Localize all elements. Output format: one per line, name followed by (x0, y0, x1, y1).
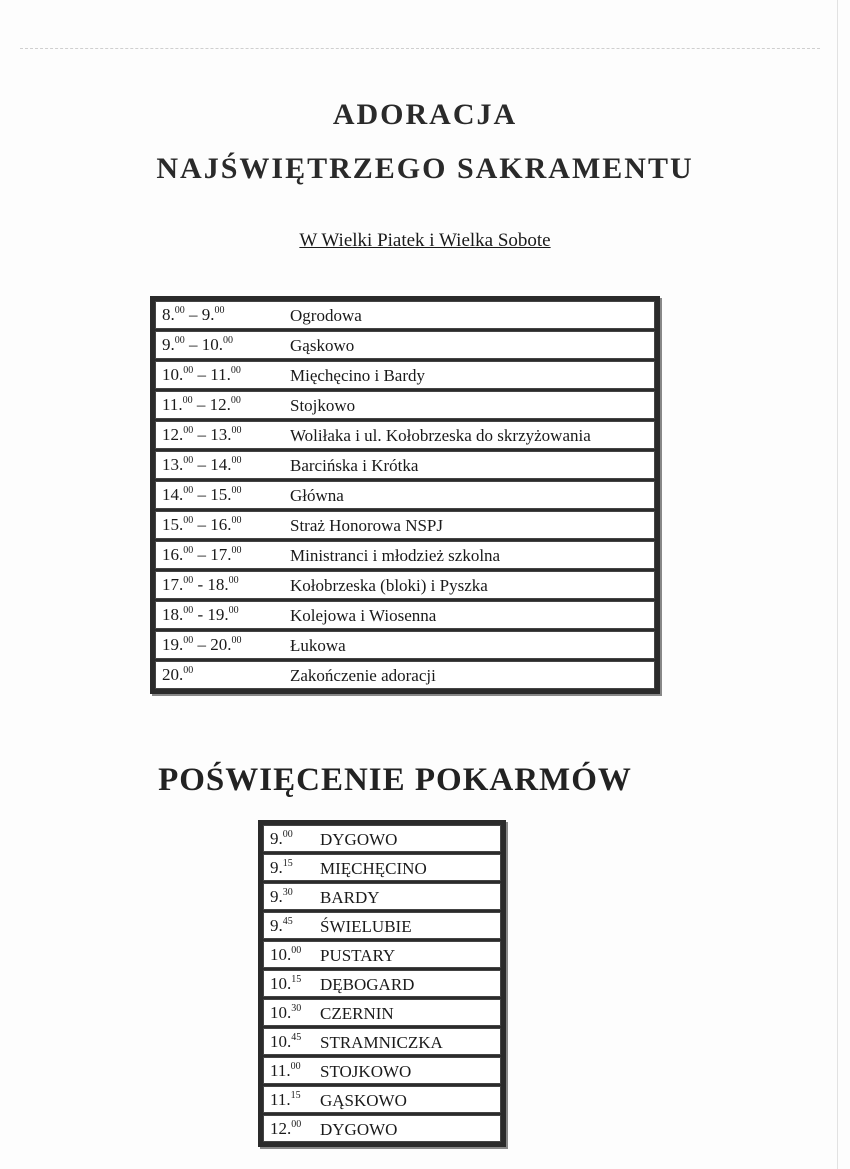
schedule-row (155, 331, 655, 359)
start-hour: 14. (162, 485, 184, 504)
range-separator: – (192, 395, 210, 414)
end-hour: 12. (209, 395, 231, 414)
hour: 10. (270, 1031, 292, 1051)
time-range (156, 335, 233, 355)
minutes: 45 (291, 1031, 302, 1043)
schedule-row (155, 361, 655, 389)
start-minutes: 00 (183, 545, 194, 556)
village-name: DYGOWO (320, 1120, 398, 1139)
time-range (156, 665, 193, 685)
start-hour: 16. (162, 545, 184, 564)
group-name: Zakończenie adoracji (290, 666, 436, 685)
end-minutes: 00 (230, 365, 241, 376)
group-name: Kołobrzeska (bloki) i Pyszka (290, 576, 488, 595)
hour: 10. (270, 944, 292, 964)
range-separator: – (193, 485, 211, 504)
village-name: DYGOWO (320, 830, 398, 849)
schedule-row (155, 661, 655, 689)
village-name: CZERNIN (320, 1004, 394, 1023)
end-minutes: 00 (231, 635, 242, 646)
minutes: 45 (282, 915, 293, 927)
hour: 9. (270, 886, 283, 906)
minutes: 30 (291, 1002, 302, 1014)
end-hour: 17. (210, 545, 232, 564)
end-hour: 19. (207, 605, 229, 624)
start-minutes: 00 (183, 605, 194, 616)
start-hour: 19. (162, 635, 184, 654)
time-range (156, 635, 242, 655)
schedule-row (155, 301, 655, 329)
time-range (156, 395, 241, 415)
group-name: Barcińska i Krótka (290, 456, 419, 475)
group-name: Łukowa (290, 636, 346, 655)
end-minutes: 00 (231, 515, 242, 526)
blessing-row (263, 825, 501, 852)
range-separator: - (193, 575, 208, 594)
group-name: Kolejowa i Wiosenna (290, 606, 437, 625)
end-hour: 16. (210, 515, 232, 534)
schedule-row (155, 391, 655, 419)
start-hour: 18. (162, 605, 184, 624)
time-range (156, 485, 242, 505)
schedule-row (155, 571, 655, 599)
end-hour: 14. (210, 455, 232, 474)
range-separator: – (193, 635, 211, 654)
start-minutes: 00 (183, 485, 194, 496)
end-minutes: 00 (223, 335, 233, 346)
blessing-row (263, 854, 501, 881)
start-minutes: 00 (183, 665, 194, 676)
minutes: 15 (282, 857, 293, 869)
start-minutes: 00 (183, 575, 194, 586)
blessing-time (264, 1032, 301, 1052)
range-separator: - (193, 605, 208, 624)
end-minutes: 00 (231, 455, 242, 466)
start-minutes: 00 (174, 335, 185, 346)
start-hour: 12. (162, 425, 184, 444)
scan-artifact-line (20, 48, 820, 49)
blessing-row (263, 999, 501, 1026)
blessing-time (264, 945, 301, 965)
start-hour: 20. (162, 665, 184, 684)
start-hour: 8. (162, 305, 175, 324)
end-minutes: 00 (228, 605, 239, 616)
group-name: Woliłaka i ul. Kołobrzeska do skrzyżowania (290, 426, 591, 445)
blessing-row (263, 1115, 501, 1142)
hour: 9. (270, 857, 283, 877)
end-minutes: 00 (231, 485, 242, 496)
village-name: PUSTARY (320, 946, 396, 965)
time-range (156, 455, 242, 475)
minutes: 00 (291, 1118, 302, 1130)
minutes: 15 (291, 973, 302, 985)
title-adoration: ADORACJA (332, 98, 518, 131)
blessing-time (264, 829, 293, 849)
village-name: BARDY (320, 888, 380, 907)
schedule-row (155, 511, 655, 539)
minutes: 00 (291, 944, 302, 956)
range-separator: – (193, 365, 211, 384)
blessing-row (263, 883, 501, 910)
end-minutes: 00 (228, 575, 239, 586)
schedule-row (155, 541, 655, 569)
schedule-row (155, 421, 655, 449)
hour: 10. (270, 973, 292, 993)
hour: 9. (270, 915, 283, 935)
subtitle-days: W Wielki Piatek i Wielka Sobote (299, 230, 551, 251)
end-hour: 15. (210, 485, 232, 504)
adoration-schedule-table (150, 296, 660, 694)
group-name: Straż Honorowa NSPJ (290, 516, 443, 535)
schedule-row (155, 481, 655, 509)
start-minutes: 00 (183, 365, 194, 376)
blessing-schedule-table (258, 820, 506, 1147)
end-hour: 9. (201, 305, 215, 324)
hour: 11. (270, 1089, 291, 1109)
start-minutes: 00 (183, 515, 194, 526)
schedule-row (155, 601, 655, 629)
range-separator: – (193, 425, 211, 444)
range-separator: – (184, 305, 202, 324)
group-name: Ogrodowa (290, 306, 362, 325)
minutes: 30 (282, 886, 293, 898)
village-name: GĄSKOWO (320, 1091, 407, 1110)
hour: 9. (270, 828, 283, 848)
village-name: MIĘCHĘCINO (320, 859, 427, 878)
village-name: STOJKOWO (320, 1062, 412, 1081)
blessing-time (264, 974, 301, 994)
range-separator: – (184, 335, 202, 354)
time-range (156, 545, 242, 565)
village-name: DĘBOGARD (320, 975, 415, 994)
end-hour: 11. (210, 365, 231, 384)
time-range (156, 575, 239, 595)
start-hour: 11. (162, 395, 183, 414)
start-minutes: 00 (183, 425, 194, 436)
minutes: 00 (290, 1060, 301, 1072)
blessing-row (263, 1028, 501, 1055)
blessing-time (264, 887, 293, 907)
blessing-time (264, 1061, 301, 1081)
minutes: 15 (290, 1089, 301, 1101)
minutes: 00 (282, 828, 293, 840)
schedule-row (155, 631, 655, 659)
hour: 11. (270, 1060, 291, 1080)
blessing-time (264, 1119, 301, 1139)
title-sacrament: NAJŚWIĘTRZEGO SAKRAMENTU (156, 152, 694, 185)
end-hour: 13. (210, 425, 232, 444)
end-hour: 10. (201, 335, 223, 354)
village-name: STRAMNICZKA (320, 1033, 443, 1052)
group-name: Gąskowo (290, 336, 355, 355)
end-hour: 18. (207, 575, 229, 594)
end-hour: 20. (210, 635, 232, 654)
blessing-time (264, 858, 293, 878)
time-range (156, 305, 225, 325)
start-hour: 9. (162, 335, 175, 354)
village-name: ŚWIELUBIE (320, 917, 412, 936)
blessing-time (264, 1090, 301, 1110)
blessing-row (263, 1086, 501, 1113)
schedule-row (155, 451, 655, 479)
time-range (156, 605, 239, 625)
end-minutes: 00 (230, 395, 241, 406)
range-separator: – (193, 545, 211, 564)
blessing-time (264, 1003, 301, 1023)
blessing-row (263, 970, 501, 997)
group-name: Mięchęcino i Bardy (290, 366, 426, 385)
start-hour: 13. (162, 455, 184, 474)
blessing-row (263, 941, 501, 968)
hour: 12. (270, 1118, 292, 1138)
title-blessing: POŚWIĘCENIE POKARMÓW (158, 762, 632, 798)
end-minutes: 00 (231, 425, 242, 436)
blessing-row (263, 1057, 501, 1084)
group-name: Ministranci i młodzież szkolna (290, 546, 501, 565)
start-minutes: 00 (182, 395, 193, 406)
range-separator: – (193, 515, 211, 534)
time-range (156, 425, 242, 445)
end-minutes: 00 (214, 305, 225, 316)
blessing-row (263, 912, 501, 939)
time-range (156, 365, 241, 385)
start-hour: 10. (162, 365, 184, 384)
start-minutes: 00 (183, 635, 194, 646)
start-minutes: 00 (174, 305, 185, 316)
end-minutes: 00 (231, 545, 242, 556)
hour: 10. (270, 1002, 292, 1022)
blessing-time (264, 916, 293, 936)
range-separator: – (193, 455, 211, 474)
group-name: Stojkowo (290, 396, 356, 415)
group-name: Główna (290, 486, 344, 505)
start-minutes: 00 (183, 455, 194, 466)
time-range (156, 515, 242, 535)
start-hour: 17. (162, 575, 184, 594)
start-hour: 15. (162, 515, 184, 534)
